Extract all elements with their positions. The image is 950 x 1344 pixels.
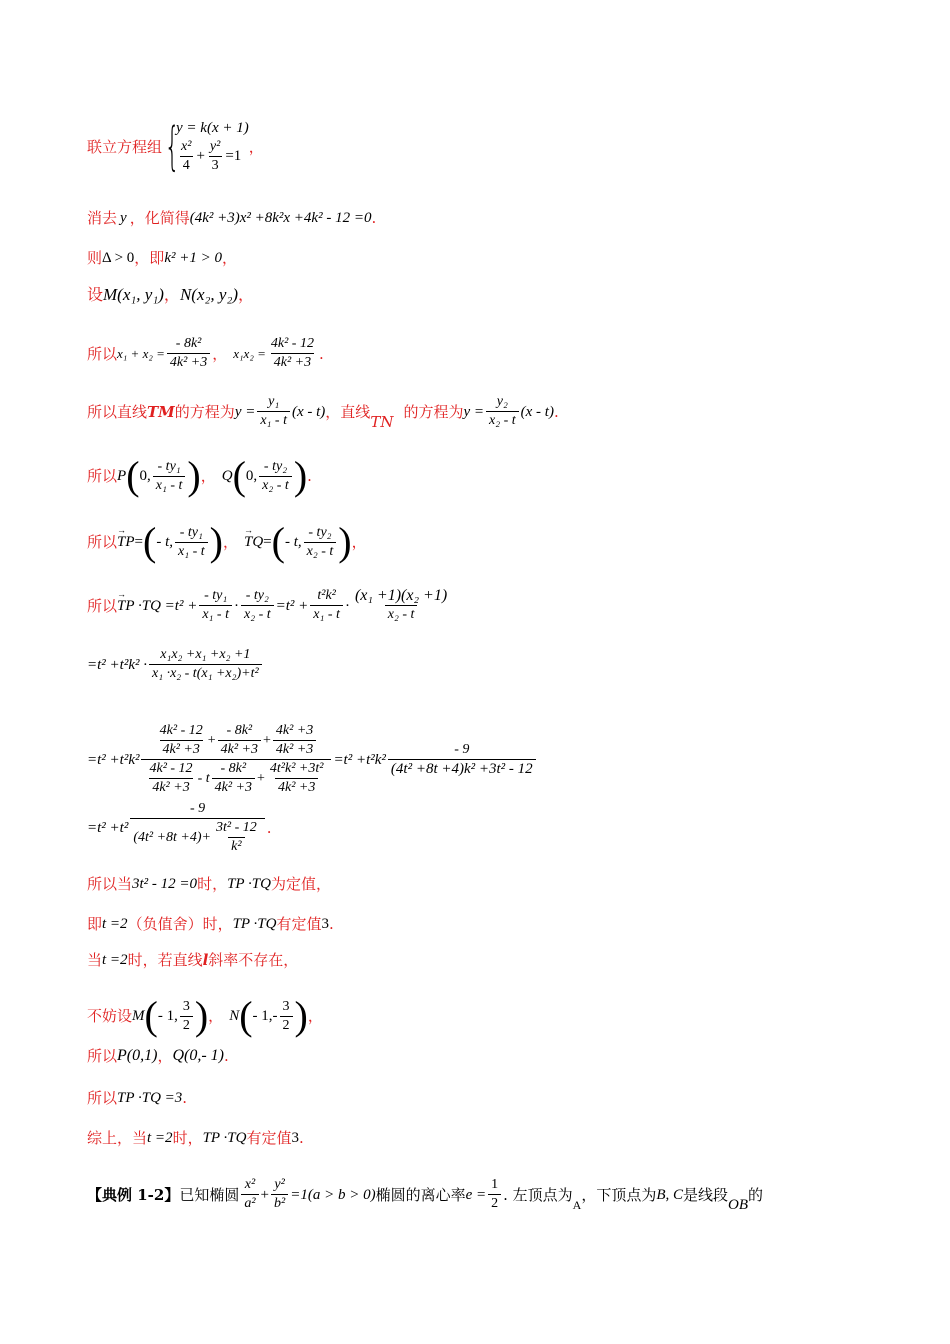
concl-math: t =2: [147, 1130, 173, 1146]
suppose-a: - 1,: [157, 1008, 178, 1024]
system-eq1: y = k(x + 1): [176, 120, 249, 136]
pqv-sep: ，: [157, 1047, 173, 1065]
disc-mid: ，即: [134, 249, 165, 267]
example-text: 已知椭圆: [179, 1185, 240, 1204]
line-vertical-case: [87, 950, 298, 970]
vieta-frac2: $\frac{\text{4k² - 12}}{\text{4k² +3}}$: [270, 336, 314, 370]
concl-mid: 时，: [172, 1129, 203, 1147]
line-vectors: 所以 → TP = ( - t, $\frac{\text{- ty₁}}{\text{x₁ - t}}$ ) ， → TQ = ( - t, $\frac{\text{- ty₂}}{\text{x₂ - t}}$ ) ，: [87, 522, 367, 562]
line-pq-vertical: [87, 1046, 229, 1066]
vectors-eq: =: [134, 534, 143, 550]
line-conclusion: [87, 1128, 304, 1148]
step4-end: .: [266, 819, 272, 837]
system-eq2: $\frac{\text{x²}}{4}$ + $\frac{\text{y²}}{3}$ =1: [181, 139, 242, 173]
example-mid4: 是线段: [683, 1185, 729, 1204]
vectors-a2: - t,: [284, 534, 302, 550]
pqv-label: 所以: [87, 1047, 118, 1065]
points-sep: ，: [163, 285, 180, 304]
pq-frac2: $\frac{\text{- ty₂}}{\text{x₂ - t}}$: [259, 458, 292, 495]
suppose-frac1: $\frac{3}{2}$: [180, 998, 193, 1035]
eliminate-var: y: [120, 210, 127, 226]
concl-val: 3: [291, 1130, 300, 1146]
lines-frac2: $\frac{\text{y₂}}{\text{x₂ - t}}$: [486, 393, 519, 430]
resv-end: .: [182, 1089, 188, 1107]
tval-label: 即: [87, 915, 103, 933]
tval-math: t =2: [102, 916, 128, 932]
disc-math: Δ > 0: [102, 250, 135, 266]
ellipse-cond: =1(a > b > 0): [290, 1186, 376, 1203]
lines-frac1: $\frac{\text{y₁}}{\text{x₁ - t}}$: [257, 393, 290, 430]
line-lines: [87, 393, 559, 430]
vectors-end: ，: [351, 533, 367, 551]
vcase-math: t =2: [102, 952, 128, 968]
dot-label: 所以: [87, 596, 118, 615]
ellipse-frac1: $\frac{\text{x²}}{\text{a²}}$: [241, 1176, 258, 1213]
line-pq: 所以 P ( 0, $\frac{\text{- ty₁}}{\text{x₁ - t}}$ ) ， Q ( 0, $\frac{\text{- ty₂}}{\text{x₂ - t}}$ ) .: [87, 453, 312, 498]
step3-mid: =t² +t²k²: [333, 751, 386, 768]
suppose-frac2: $\frac{3}{2}$: [280, 998, 293, 1035]
pq-p0: 0,: [139, 468, 151, 484]
cond-math: 3t² - 12 =0: [132, 876, 198, 892]
pq-sep: ，: [200, 467, 216, 485]
disc-end: ，: [221, 249, 237, 267]
ellipse-frac2: $\frac{\text{y²}}{\text{b²}}$: [271, 1176, 288, 1213]
line-step2: [87, 646, 264, 683]
line-result-vertical: [87, 1088, 187, 1108]
lines-end: .: [553, 402, 559, 421]
ellipse-plus: +: [260, 1186, 270, 1203]
step2-frac: $\frac{\text{x₁x₂ +x₁ +x₂ +1}}{\text{x₁ ·x₂ - t(x₁ +x₂)+t²}}$: [149, 646, 262, 683]
suppose-sep: ，: [208, 1007, 224, 1025]
pqv-p: P(0,1): [117, 1047, 158, 1064]
example-mid: 椭圆的离心率: [375, 1185, 466, 1204]
line-example: [87, 1176, 763, 1213]
lines-tn: TN: [370, 412, 394, 431]
lines-tail: (x - t): [291, 403, 326, 420]
dot-lhs: → TP ·TQ =t² +: [117, 596, 197, 616]
vcase-l: l: [202, 951, 209, 969]
pq-label: 所以: [87, 467, 118, 485]
quadratic-equation: (4k² +3)x² +8k²x +4k² - 12 =0: [189, 210, 372, 226]
eccentricity-frac: $\frac{1}{2}$: [488, 1176, 501, 1213]
step4-frac: - 9 (4t² +8t +4)+ $\frac{\text{3t² - 12}}{\text{k²}}$: [130, 800, 264, 856]
line-system: [87, 118, 264, 175]
vector-tq: → TQ: [244, 532, 263, 552]
vieta-sum: x₁ + x₂ =: [117, 345, 165, 361]
tval-tp: TP ·TQ: [232, 916, 277, 932]
system-label: 联立方程组: [87, 137, 163, 156]
eccentricity-e: e =: [465, 1186, 487, 1203]
step3-bigfrac: $\frac{\text{4k² - 12}}{\text{4k² +3}}$ + $\frac{\text{- 8k²}}{\text{4k² +3}}$ + $\frac{\text{4k² +3}}{\text{4k² +3}}$ $\frac{\text{4k² - 12}}{\text{4k² +3}}$ - t $\frac{\text{- 8k²}}{\text{4k² +3}}$ + $\frac{\text{4t²k² +3t²}}{\text{4k² +3}}$: [141, 722, 331, 797]
line-discriminant: [87, 248, 237, 268]
line-t-value: [87, 914, 334, 934]
pq-q0: 0,: [245, 468, 258, 484]
tval-val: 3: [321, 916, 330, 932]
step4-lhs: =t² +t²: [87, 820, 129, 836]
cond-mid: 时，: [197, 875, 228, 893]
vectors-eq2: =: [263, 534, 272, 550]
example-a: A: [572, 1197, 582, 1212]
vectors-label: 所以: [87, 533, 118, 551]
vieta-prod: x₁x₂ =: [233, 345, 266, 361]
concl-end: .: [299, 1129, 304, 1147]
vectors-frac1: $\frac{\text{- ty₁}}{\text{x₁ - t}}$: [175, 524, 208, 561]
pqv-q: Q(0,- 1): [172, 1047, 225, 1064]
line-vieta: [87, 335, 324, 372]
points-label: 设: [87, 285, 104, 304]
vcase-end: 斜率不存在，: [208, 951, 299, 969]
pq-frac1: $\frac{\text{- ty₁}}{\text{x₁ - t}}$: [153, 458, 186, 495]
example-title: 【典例 1-2】: [87, 1185, 180, 1204]
vieta-label: 所以: [87, 344, 118, 363]
lines-y: y =: [234, 403, 256, 420]
cond-end: 为定值，: [271, 875, 332, 893]
lines-mid3: 的方程为: [403, 402, 464, 421]
dot-frac2: $\frac{\text{- ty₂}}{\text{x₂ - t}}$: [241, 587, 274, 624]
vectors-sep: ，: [222, 533, 238, 551]
vieta-end: .: [318, 344, 324, 363]
disc-math2: k² +1 > 0: [164, 250, 222, 266]
point-n: N(x₂, y₂): [179, 285, 239, 304]
lines-tail2: (x - t): [520, 403, 554, 420]
example-bc: B, C: [656, 1186, 684, 1203]
line-dot-product: [87, 587, 452, 624]
eliminate-end: .: [371, 209, 377, 227]
pq-p: P: [117, 468, 127, 484]
lines-y2: y =: [463, 403, 484, 420]
point-m: M(x₁, y₁): [103, 285, 164, 304]
pq-end: .: [307, 467, 312, 485]
tval-mid: （负值舍）时，: [127, 915, 233, 933]
brace-symbol: {: [164, 116, 180, 177]
line-eliminate: [87, 208, 376, 228]
step2-lhs: =t² +t²k² ·: [87, 656, 147, 673]
line-condition: [87, 874, 331, 894]
suppose-m: M: [132, 1008, 145, 1024]
dot-op: ·: [233, 597, 239, 614]
concl-tp: TP ·TQ: [202, 1130, 247, 1146]
system-equations: [176, 118, 249, 175]
points-end: ，: [238, 285, 255, 304]
resv-math: TP ·TQ =3: [117, 1090, 183, 1106]
line-step4: [87, 800, 272, 856]
example-mid3: ，下顶点为: [581, 1185, 657, 1204]
vieta-sep: ，: [212, 344, 228, 363]
line-suppose: 不妨设 M ( - 1, $\frac{3}{2}$ ) ， N ( - 1,- $\frac{3}{2}$ ) ，: [87, 993, 323, 1038]
cond-label: 所以当: [87, 875, 133, 893]
step3-lhs: =t² +t²k²: [87, 751, 140, 768]
eliminate-label: 消去: [87, 209, 118, 227]
concl-mid2: 有定值: [246, 1129, 292, 1147]
cond-tp: TP ·TQ: [227, 876, 271, 892]
suppose-label: 不妨设: [87, 1007, 133, 1025]
resv-label: 所以: [87, 1089, 118, 1107]
dot-mid: =t² +: [275, 597, 309, 614]
dot-frac3: $\frac{\text{t²k²}}{\text{x₁ - t}}$: [310, 587, 343, 624]
suppose-end: ，: [307, 1007, 323, 1025]
eliminate-mid: ，化简得: [129, 209, 190, 227]
concl-label: 综上，当: [87, 1129, 148, 1147]
vcase-label: 当: [87, 951, 103, 969]
vieta-frac1: $\frac{\text{- 8k²}}{\text{4k² +3}}$: [167, 335, 210, 372]
line-points: [87, 285, 254, 305]
example-end: 的: [748, 1185, 764, 1204]
lines-tm: TM: [147, 402, 175, 421]
dot-op2: ·: [344, 597, 350, 614]
dot-frac4: $\frac{\text{(x₁ +1)(x₂ +1)}}{\text{x₂ - t}}$: [354, 587, 448, 622]
vectors-frac2: $\frac{\text{- ty₂}}{\text{x₂ - t}}$: [304, 524, 337, 561]
system-tail: ，: [248, 137, 264, 156]
pqv-end: .: [224, 1047, 229, 1065]
system-eq2-tail: =1: [225, 147, 242, 164]
step3-rfrac: $\frac{- 9}{\text{(4t² +8t +4)k² +3t² - 12}}$: [388, 741, 536, 778]
dot-frac1: $\frac{\text{- ty₁}}{\text{x₁ - t}}$: [199, 587, 232, 624]
line-step3: [87, 722, 538, 797]
lines-mid: 的方程为: [174, 402, 235, 421]
lines-mid2: ，直线: [325, 402, 371, 421]
example-ob: OB: [728, 1196, 749, 1213]
suppose-n: N: [229, 1008, 240, 1024]
vcase-mid: 时，若直线: [127, 951, 203, 969]
lines-label: 所以直线: [87, 402, 148, 421]
pq-q: Q: [221, 468, 233, 484]
vector-tp: → TP: [117, 532, 135, 552]
tval-mid2: 有定值: [276, 915, 322, 933]
disc-label: 则: [87, 249, 103, 267]
tval-end: .: [329, 915, 334, 933]
suppose-b: - 1,-: [252, 1008, 278, 1024]
example-mid2: . 左顶点为: [503, 1185, 573, 1204]
vectors-a: - t,: [156, 534, 173, 550]
